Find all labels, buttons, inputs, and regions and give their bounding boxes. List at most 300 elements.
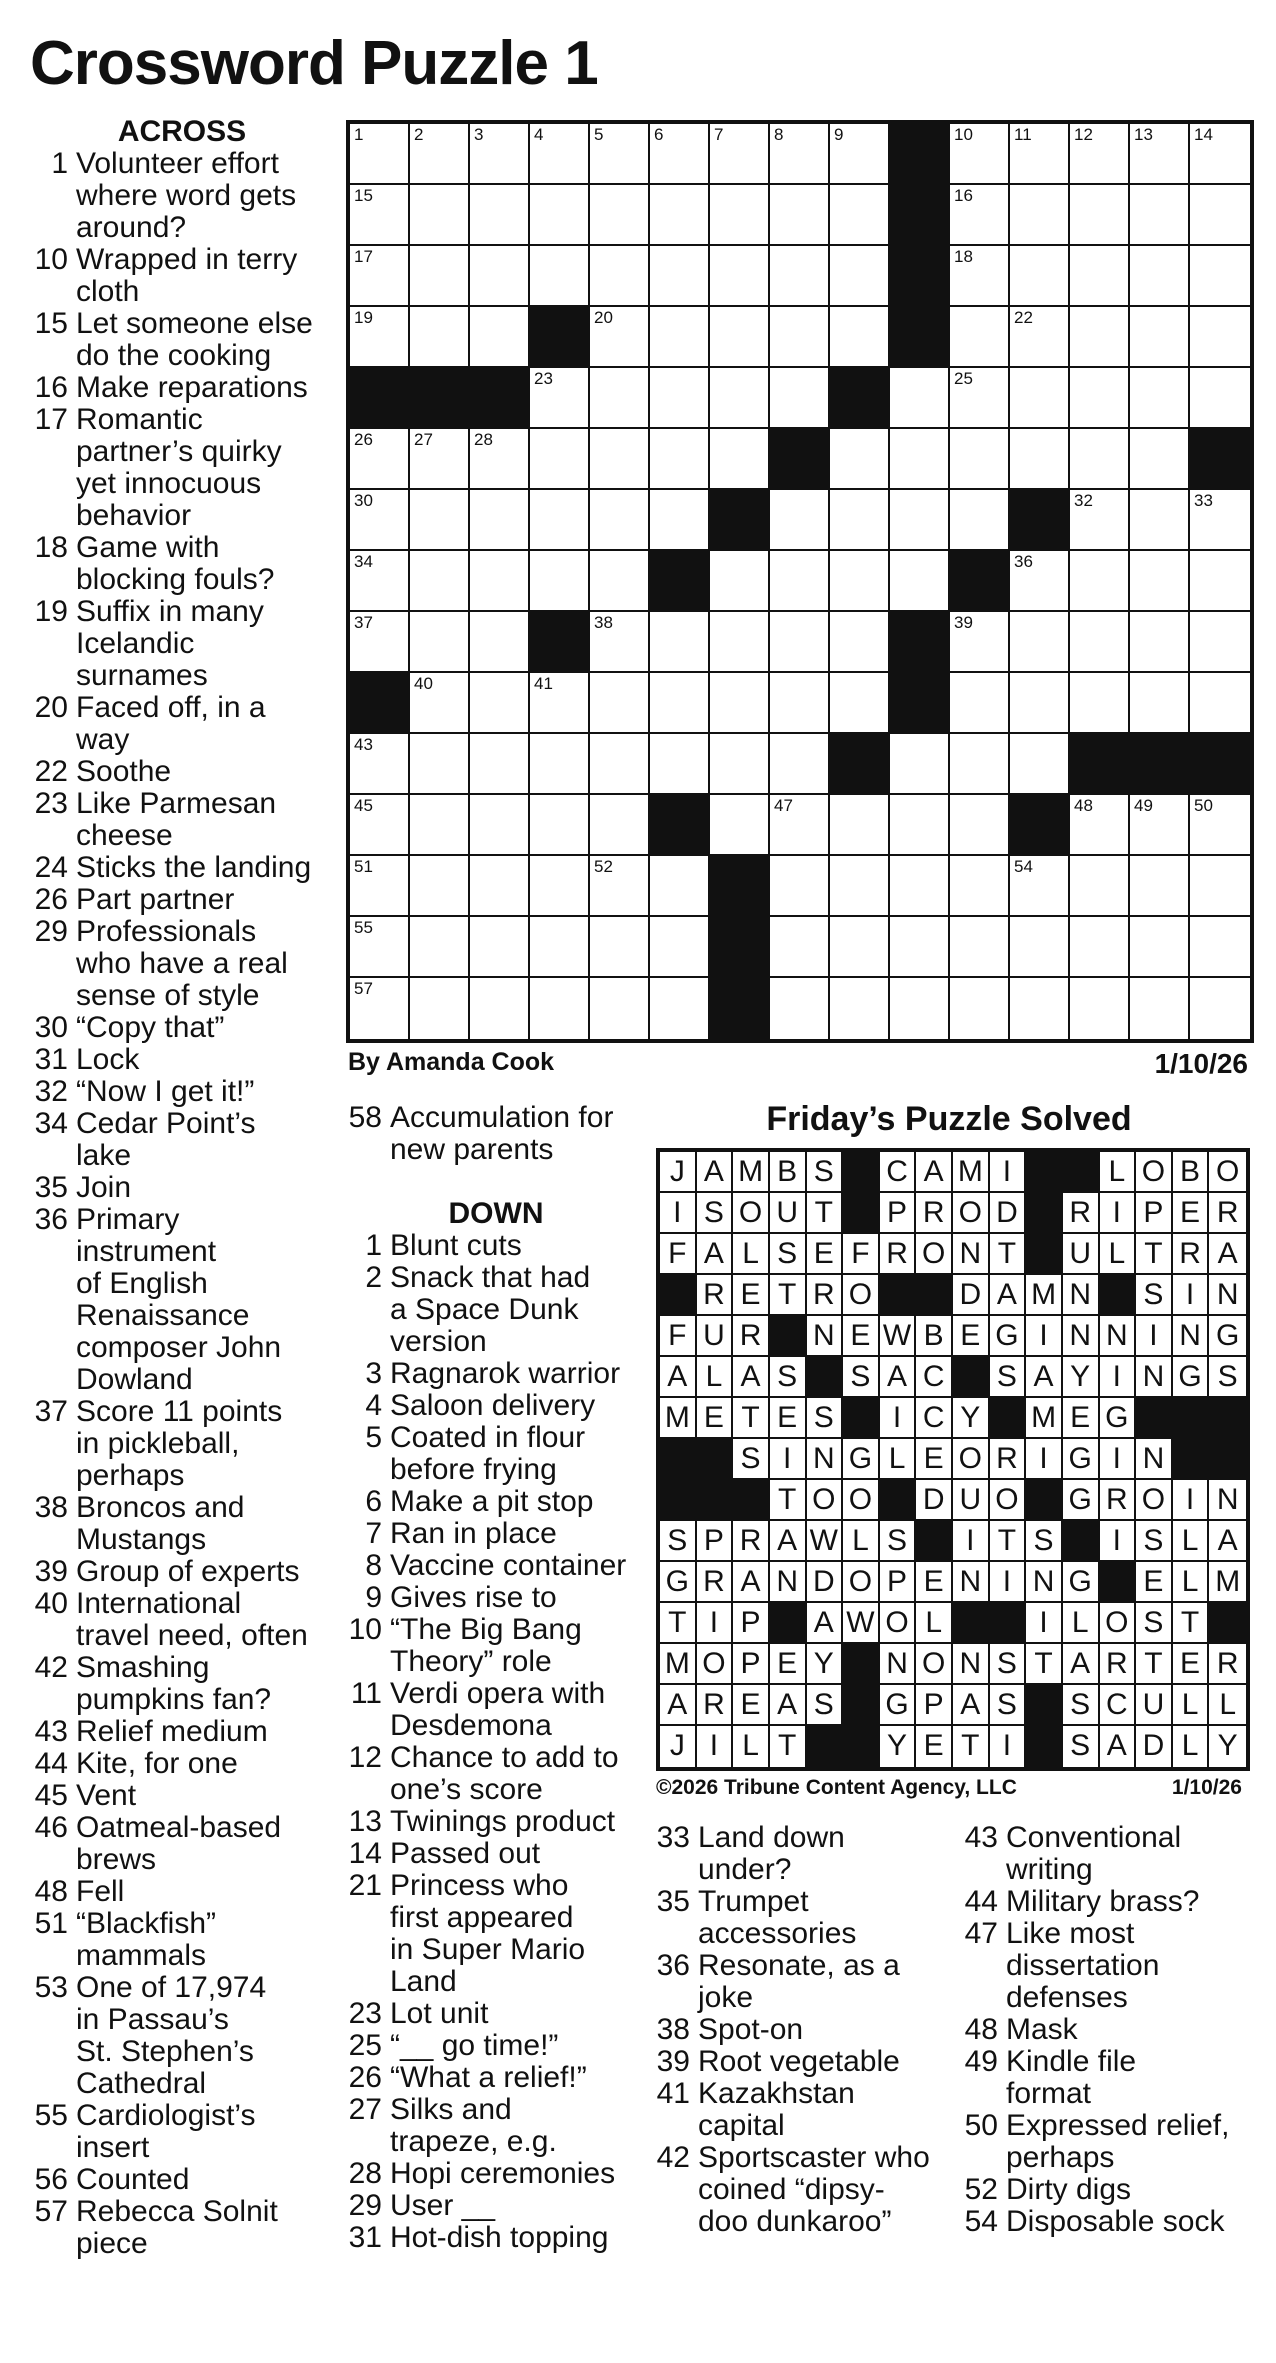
clue (32, 1108, 332, 1172)
grid-cell[interactable] (1070, 673, 1130, 734)
grid-cell[interactable] (1070, 246, 1130, 307)
grid-cell[interactable] (470, 856, 530, 917)
solution-cell (1136, 1644, 1173, 1685)
grid-cell[interactable] (1130, 856, 1190, 917)
grid-cell[interactable] (950, 246, 1010, 307)
solution-letter: N (1216, 1483, 1239, 1516)
grid-cell[interactable] (830, 551, 890, 612)
solution-letter: L (1181, 1729, 1199, 1762)
grid-cell[interactable] (1190, 856, 1250, 917)
grid-cell[interactable] (1070, 490, 1130, 551)
grid-cell[interactable] (830, 612, 890, 673)
grid-cell[interactable] (410, 978, 470, 1039)
grid-cell[interactable] (1070, 551, 1130, 612)
solution-cell (1100, 1480, 1137, 1521)
cell-number: 6 (654, 125, 664, 144)
solution-letter: E (777, 1647, 798, 1680)
grid-cell[interactable] (410, 551, 470, 612)
grid-cell[interactable] (590, 246, 650, 307)
grid-cell[interactable] (470, 612, 530, 673)
clue (32, 1876, 332, 1908)
grid-cell[interactable] (590, 124, 650, 185)
solution-cell (880, 1357, 917, 1398)
grid-cell[interactable] (1010, 429, 1070, 490)
grid-cell[interactable] (770, 978, 830, 1039)
grid-cell[interactable] (770, 795, 830, 856)
clue (654, 1822, 954, 1886)
solution-block (733, 1480, 770, 1521)
grid-cell[interactable] (410, 734, 470, 795)
grid-cell[interactable] (350, 856, 410, 917)
grid-cell[interactable] (1070, 612, 1130, 673)
cell-number: 11 (1014, 125, 1032, 144)
grid-cell[interactable] (1010, 612, 1070, 673)
grid-cell[interactable] (1190, 246, 1250, 307)
grid-cell[interactable] (830, 673, 890, 734)
cell-number: 23 (534, 369, 553, 388)
grid-cell[interactable] (410, 124, 470, 185)
grid-cell[interactable] (590, 856, 650, 917)
grid-cell[interactable] (1070, 795, 1130, 856)
grid-cell[interactable] (890, 856, 950, 917)
grid-cell[interactable] (1010, 978, 1070, 1039)
grid-cell[interactable] (590, 490, 650, 551)
grid-cell[interactable] (590, 673, 650, 734)
grid-cell[interactable] (350, 246, 410, 307)
grid-cell[interactable] (830, 124, 890, 185)
grid-cell[interactable] (1010, 734, 1070, 795)
grid-cell[interactable] (830, 795, 890, 856)
grid-cell[interactable] (1130, 490, 1190, 551)
clue (962, 2014, 1262, 2046)
solution-letter: L (1108, 1237, 1126, 1270)
grid-cell[interactable] (710, 124, 770, 185)
grid-cell[interactable] (1190, 124, 1250, 185)
grid-cell[interactable] (590, 917, 650, 978)
solution-letter: E (923, 1442, 944, 1475)
grid-cell[interactable] (470, 490, 530, 551)
grid-cell[interactable] (770, 246, 830, 307)
grid-cell[interactable] (710, 429, 770, 490)
grid-cell[interactable] (650, 307, 710, 368)
grid-cell[interactable] (950, 612, 1010, 673)
grid-cell[interactable] (770, 490, 830, 551)
clue-number: 16 (34, 371, 68, 404)
grid-cell[interactable] (1010, 246, 1070, 307)
grid-cell[interactable] (950, 185, 1010, 246)
grid-cell[interactable] (950, 490, 1010, 551)
grid-cell[interactable] (710, 368, 770, 429)
solution-cell (1063, 1685, 1100, 1726)
grid-cell[interactable] (530, 795, 590, 856)
grid-cell[interactable] (650, 185, 710, 246)
grid-cell[interactable] (350, 124, 410, 185)
solution-block (843, 1152, 880, 1193)
grid-cell[interactable] (650, 612, 710, 673)
grid-cell[interactable] (350, 978, 410, 1039)
solution-letter: S (996, 1647, 1017, 1680)
grid-cell[interactable] (1070, 124, 1130, 185)
grid-cell[interactable] (770, 307, 830, 368)
grid-cell[interactable] (1190, 368, 1250, 429)
grid-cell[interactable] (1130, 307, 1190, 368)
grid-cell[interactable] (650, 673, 710, 734)
grid-cell[interactable] (830, 856, 890, 917)
grid-cell[interactable] (470, 551, 530, 612)
grid-cell[interactable] (410, 246, 470, 307)
solution-grid (656, 1148, 1250, 1771)
solution-cell (916, 1357, 953, 1398)
grid-cell[interactable] (770, 734, 830, 795)
copyright: ©2026 Tribune Content Agency, LLC (656, 1776, 1017, 1799)
clue-text: Like Parmesan (76, 787, 277, 820)
grid-cell[interactable] (350, 307, 410, 368)
solution-letter: S (1217, 1360, 1238, 1393)
grid-cell[interactable] (350, 185, 410, 246)
grid-cell[interactable] (1070, 307, 1130, 368)
grid-cell[interactable] (950, 368, 1010, 429)
solution-letter: G (1068, 1442, 1092, 1475)
clue (346, 1390, 646, 1422)
grid-cell[interactable] (530, 917, 590, 978)
grid-block (890, 124, 950, 185)
clue-number: 8 (365, 1549, 382, 1582)
grid-cell[interactable] (1130, 978, 1190, 1039)
clue-number: 10 (34, 243, 68, 276)
grid-cell[interactable] (530, 673, 590, 734)
grid-cell[interactable] (770, 185, 830, 246)
solution-cell (733, 1398, 770, 1439)
grid-cell[interactable] (770, 124, 830, 185)
grid-cell[interactable] (710, 246, 770, 307)
grid-cell[interactable] (710, 307, 770, 368)
clue (32, 308, 332, 372)
grid-cell[interactable] (710, 185, 770, 246)
grid-cell[interactable] (710, 795, 770, 856)
clue (346, 1998, 646, 2030)
grid-cell[interactable] (890, 734, 950, 795)
grid-cell[interactable] (410, 307, 470, 368)
grid-cell[interactable] (1010, 856, 1070, 917)
grid-cell[interactable] (1190, 612, 1250, 673)
grid-cell[interactable] (1190, 490, 1250, 551)
grid-cell[interactable] (650, 978, 710, 1039)
grid-cell[interactable] (590, 551, 650, 612)
grid-cell[interactable] (1130, 551, 1190, 612)
grid-cell[interactable] (1070, 978, 1130, 1039)
solution-letter: G (995, 1319, 1019, 1352)
cell-number: 20 (594, 308, 613, 327)
grid-cell[interactable] (650, 429, 710, 490)
grid-cell[interactable] (1070, 429, 1130, 490)
solution-cell (843, 1439, 880, 1480)
clue-text: Vent (76, 1779, 137, 1812)
grid-cell[interactable] (1190, 795, 1250, 856)
clue (32, 1716, 332, 1748)
grid-cell[interactable] (470, 734, 530, 795)
grid-cell[interactable] (590, 795, 650, 856)
grid-cell[interactable] (770, 612, 830, 673)
solution-cell (843, 1234, 880, 1275)
solution-cell (770, 1234, 807, 1275)
grid-cell[interactable] (1070, 917, 1130, 978)
clue-text: mammals (76, 1939, 207, 1972)
grid-cell[interactable] (650, 856, 710, 917)
grid-block (350, 673, 410, 734)
grid-cell[interactable] (410, 856, 470, 917)
solution-letter: B (1180, 1155, 1201, 1188)
solution-cell (1063, 1357, 1100, 1398)
grid-cell[interactable] (950, 429, 1010, 490)
solution-letter: T (668, 1606, 687, 1639)
clue-number: 26 (348, 2061, 382, 2094)
solution-block (843, 1644, 880, 1685)
grid-cell[interactable] (350, 734, 410, 795)
clue-text: around? (76, 211, 187, 244)
solution-letter: A (777, 1688, 798, 1721)
grid-cell[interactable] (530, 124, 590, 185)
solution-cell (1173, 1644, 1210, 1685)
solution-cell (1173, 1726, 1210, 1767)
clue-text: in Super Mario (390, 1933, 586, 1966)
solution-letter: D (922, 1483, 945, 1516)
grid-cell[interactable] (470, 917, 530, 978)
cell-number: 14 (1194, 125, 1213, 144)
grid-cell[interactable] (770, 368, 830, 429)
clue-text: Primary (76, 1203, 180, 1236)
grid-cell[interactable] (350, 429, 410, 490)
grid-cell[interactable] (410, 673, 470, 734)
solution-letter: T (741, 1401, 760, 1434)
grid-cell[interactable] (350, 917, 410, 978)
solution-cell (1209, 1685, 1246, 1726)
grid-cell[interactable] (710, 612, 770, 673)
grid-cell[interactable] (1130, 673, 1190, 734)
grid-cell[interactable] (770, 917, 830, 978)
grid-cell[interactable] (950, 673, 1010, 734)
grid-cell[interactable] (1190, 917, 1250, 978)
grid-cell[interactable] (470, 124, 530, 185)
solution-block (1026, 1193, 1063, 1234)
grid-cell[interactable] (350, 795, 410, 856)
grid-cell[interactable] (470, 246, 530, 307)
solution-letter: Y (1070, 1360, 1091, 1393)
grid-cell[interactable] (530, 490, 590, 551)
grid-cell[interactable] (650, 246, 710, 307)
clue-text: instrument (76, 1235, 217, 1268)
grid-cell[interactable] (650, 368, 710, 429)
grid-cell[interactable] (890, 795, 950, 856)
grid-cell[interactable] (890, 368, 950, 429)
grid-cell[interactable] (1190, 551, 1250, 612)
grid-cell[interactable] (950, 124, 1010, 185)
solution-cell (880, 1234, 917, 1275)
grid-cell[interactable] (770, 551, 830, 612)
puzzle-title: Crossword Puzzle 1 (30, 29, 598, 98)
clue-text: Root vegetable (698, 2045, 900, 2078)
grid-cell[interactable] (590, 612, 650, 673)
grid-cell[interactable] (950, 917, 1010, 978)
solution-block (880, 1275, 917, 1316)
clue-text: joke (698, 1981, 754, 2014)
grid-cell[interactable] (650, 124, 710, 185)
grid-cell[interactable] (1130, 368, 1190, 429)
solution-block (697, 1480, 734, 1521)
grid-cell[interactable] (950, 856, 1010, 917)
grid-cell[interactable] (1070, 368, 1130, 429)
grid-cell[interactable] (470, 673, 530, 734)
solution-cell (770, 1193, 807, 1234)
clue-text: Broncos and (76, 1491, 245, 1524)
grid-cell[interactable] (410, 612, 470, 673)
grid-cell[interactable] (530, 551, 590, 612)
grid-cell[interactable] (950, 978, 1010, 1039)
solution-cell (697, 1726, 734, 1767)
grid-cell[interactable] (1130, 185, 1190, 246)
cell-number: 38 (594, 613, 613, 632)
grid-cell[interactable] (350, 551, 410, 612)
grid-cell[interactable] (830, 490, 890, 551)
grid-cell[interactable] (350, 612, 410, 673)
solution-letter: I (783, 1442, 792, 1475)
grid-cell[interactable] (410, 795, 470, 856)
grid-cell[interactable] (1130, 612, 1190, 673)
grid-cell[interactable] (590, 368, 650, 429)
grid-cell[interactable] (1010, 124, 1070, 185)
solution-letter: I (966, 1524, 975, 1557)
grid-cell[interactable] (410, 490, 470, 551)
grid-cell[interactable] (890, 551, 950, 612)
solution-cell (1173, 1316, 1210, 1357)
grid-cell[interactable] (590, 734, 650, 795)
grid-cell[interactable] (410, 185, 470, 246)
grid-cell[interactable] (830, 307, 890, 368)
grid-cell[interactable] (590, 978, 650, 1039)
grid-cell[interactable] (830, 246, 890, 307)
grid-cell[interactable] (710, 551, 770, 612)
grid-cell[interactable] (530, 185, 590, 246)
clue-text: Snack that had (390, 1261, 591, 1294)
grid-cell[interactable] (590, 429, 650, 490)
grid-block (950, 551, 1010, 612)
grid-cell[interactable] (770, 856, 830, 917)
grid-cell[interactable] (1130, 917, 1190, 978)
clue (32, 1492, 332, 1556)
grid-cell[interactable] (1130, 795, 1190, 856)
grid-cell[interactable] (350, 490, 410, 551)
grid-cell[interactable] (530, 978, 590, 1039)
grid-cell[interactable] (1130, 246, 1190, 307)
grid-cell[interactable] (470, 307, 530, 368)
grid-cell[interactable] (830, 185, 890, 246)
grid-cell[interactable] (1010, 368, 1070, 429)
clue-text: yet innocuous (76, 467, 262, 500)
solution-cell (733, 1521, 770, 1562)
grid-cell[interactable] (1010, 673, 1070, 734)
grid-cell[interactable] (1190, 185, 1250, 246)
solution-cell (916, 1726, 953, 1767)
grid-cell[interactable] (710, 673, 770, 734)
grid-cell[interactable] (890, 429, 950, 490)
copyright-date: 1/10/26 (1171, 1776, 1242, 1799)
grid-cell[interactable] (530, 734, 590, 795)
grid-cell[interactable] (830, 429, 890, 490)
grid-cell[interactable] (650, 734, 710, 795)
cell-number: 19 (354, 308, 373, 327)
grid-cell[interactable] (1130, 429, 1190, 490)
clue (32, 532, 332, 596)
grid-cell[interactable] (1130, 124, 1190, 185)
grid-cell[interactable] (470, 185, 530, 246)
grid-cell[interactable] (1010, 185, 1070, 246)
down-clues-column-2 (654, 1822, 954, 2238)
grid-cell[interactable] (530, 368, 590, 429)
solution-cell (807, 1603, 844, 1644)
grid-cell[interactable] (410, 917, 470, 978)
solution-letter: I (892, 1401, 902, 1434)
solution-cell (807, 1398, 844, 1439)
solution-cell (1026, 1275, 1063, 1316)
clue-text: Trumpet (698, 1885, 809, 1918)
cell-number: 45 (354, 796, 373, 815)
grid-cell[interactable] (590, 307, 650, 368)
grid-cell[interactable] (1070, 856, 1130, 917)
grid-cell[interactable] (770, 673, 830, 734)
solution-cell (660, 1316, 697, 1357)
grid-cell[interactable] (950, 307, 1010, 368)
grid-cell[interactable] (950, 734, 1010, 795)
grid-cell[interactable] (890, 978, 950, 1039)
solution-letter: T (814, 1196, 833, 1229)
grid-cell[interactable] (650, 917, 710, 978)
grid-cell[interactable] (1070, 185, 1130, 246)
solution-cell (733, 1316, 770, 1357)
grid-cell[interactable] (470, 795, 530, 856)
solution-cell (807, 1562, 844, 1603)
grid-cell[interactable] (410, 429, 470, 490)
grid-cell[interactable] (470, 978, 530, 1039)
grid-cell[interactable] (890, 490, 950, 551)
grid-cell[interactable] (1190, 978, 1250, 1039)
grid-cell[interactable] (890, 917, 950, 978)
solution-cell (916, 1439, 953, 1480)
solution-letter: A (887, 1360, 908, 1393)
solution-cell (733, 1726, 770, 1767)
grid-cell[interactable] (830, 978, 890, 1039)
grid-cell[interactable] (530, 856, 590, 917)
grid-cell[interactable] (1190, 307, 1250, 368)
grid-cell[interactable] (830, 917, 890, 978)
grid-cell[interactable] (470, 429, 530, 490)
grid-cell[interactable] (650, 490, 710, 551)
solution-cell (697, 1398, 734, 1439)
grid-cell[interactable] (950, 795, 1010, 856)
grid-cell[interactable] (1010, 917, 1070, 978)
grid-cell[interactable] (530, 429, 590, 490)
grid-cell[interactable] (1010, 551, 1070, 612)
grid-cell[interactable] (1010, 307, 1070, 368)
solution-cell (916, 1193, 953, 1234)
grid-cell[interactable] (710, 734, 770, 795)
grid-cell[interactable] (590, 185, 650, 246)
solution-cell (697, 1562, 734, 1603)
clue-text: new parents (390, 1133, 554, 1166)
grid-cell[interactable] (530, 246, 590, 307)
clue (654, 2046, 954, 2078)
clue-number: 30 (34, 1011, 68, 1044)
grid-cell[interactable] (1190, 673, 1250, 734)
solution-letter: L (888, 1442, 906, 1475)
